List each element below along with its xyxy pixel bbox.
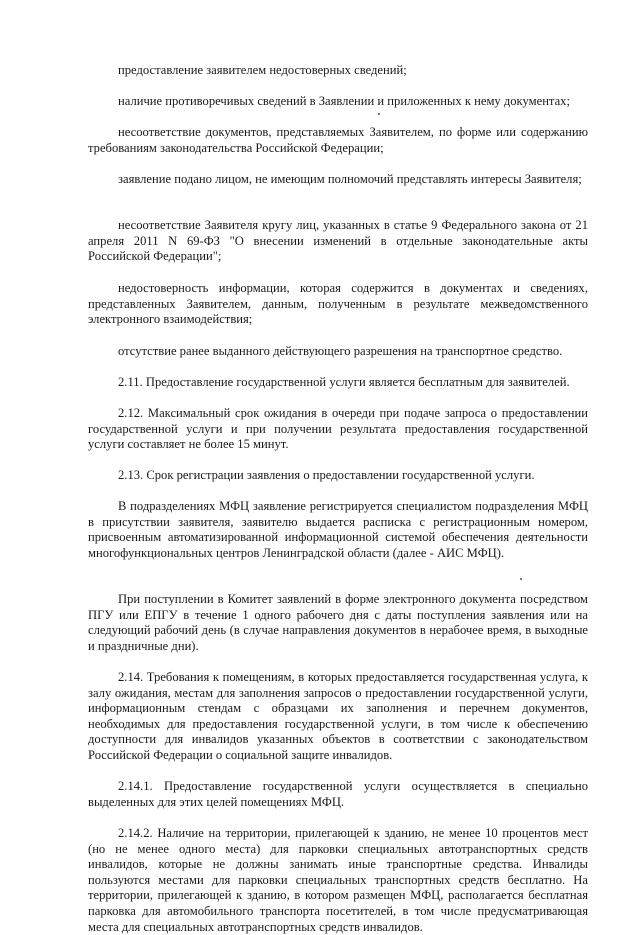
scan-speck [378, 113, 380, 115]
paragraph-unreliable-info: предоставление заявителем недостоверных сведений; [118, 63, 407, 77]
scan-speck [520, 578, 522, 580]
paragraph-documents-mismatch: несоответствие документов, представляемых Заявителем, по форме или содержанию требованиям законодательства Российской Федерации; [88, 125, 588, 155]
paragraph-info-inaccuracy: недостоверность информации, которая содержится в документах и сведениях, представленных Заявителем, данным, полученным в результате межведомственного электронного взаимодействия; [88, 281, 588, 327]
paragraph-no-permit: отсутствие ранее выданного действующего разрешения на транспортное средство. [118, 344, 563, 358]
paragraph-2-14: 2.14. Требования к помещениям, в которых предоставляется государственная услуга, к залу ожидания, местам для заполнения запросов о предоставлении государственной услуги, информационным стендам с образцами их заполнения и перечнем документов, необходимых для предоставления государственной услуги, в том числе к обеспечению доступности для инвалидов указанных объектов в соответствии с законодательством Российской Федерации о социальной защите инвалидов. [88, 670, 588, 762]
paragraph-2-12: 2.12. Максимальный срок ожидания в очереди при подаче запроса о предоставлении государственной услуги и при получении результата предоставления государственной услуги составляет не более 15 минут. [88, 406, 588, 452]
paragraph-2-13: 2.13. Срок регистрации заявления о предоставлении государственной услуги. [118, 468, 535, 482]
paragraph-2-14-1: 2.14.1. Предоставление государственной услуги осуществляется в специально выделенных для этих целей помещениях МФЦ. [88, 779, 588, 809]
paragraph-2-11: 2.11. Предоставление государственной услуги является бесплатным для заявителей. [118, 375, 570, 389]
paragraph-mfc-registration: В подразделениях МФЦ заявление регистрируется специалистом подразделения МФЦ в присутствии заявителя, заявителю выдается расписка с регистрационным номером, присвоенным автоматизированной информационной системой обеспечения деятельности многофункциональных центров Ленинградской области (далее - АИС МФЦ). [88, 499, 588, 560]
paragraph-no-authority: заявление подано лицом, не имеющим полномочий представлять интересы Заявителя; [118, 172, 582, 186]
paragraph-contradictory-info: наличие противоречивых сведений в Заявлении и приложенных к нему документах; [118, 94, 570, 108]
paragraph-applicant-mismatch: несоответствие Заявителя кругу лиц, указанных в статье 9 Федерального закона от 21 апреля 2011 N 69-ФЗ "О внесении изменений в отдельные законодательные акты Российской Федерации"; [88, 218, 588, 264]
paragraph-2-14-2: 2.14.2. Наличие на территории, прилегающей к зданию, не менее 10 процентов мест (но не менее одного места) для парковки специальных автотранспортных средств инвалидов, которые не должны занимать иные транспортные средства. Инвалиды пользуются местами для парковки специальных транспортных средств бесплатно. На территории, прилегающей к зданию, в котором размещен МФЦ, располагается бесплатная парковка для автомобильного транспорта посетителей, в том числе предусматривающая места для специальных автотранспортных средств инвалидов. [88, 826, 588, 934]
paragraph-electronic-registration: При поступлении в Комитет заявлений в форме электронного документа посредством ПГУ или ЕПГУ в течение 1 одного рабочего дня с даты поступления заявления или на следующий рабочий день (в случае направления документов в нерабочее время, в выходные и праздничные дни). [88, 592, 588, 653]
